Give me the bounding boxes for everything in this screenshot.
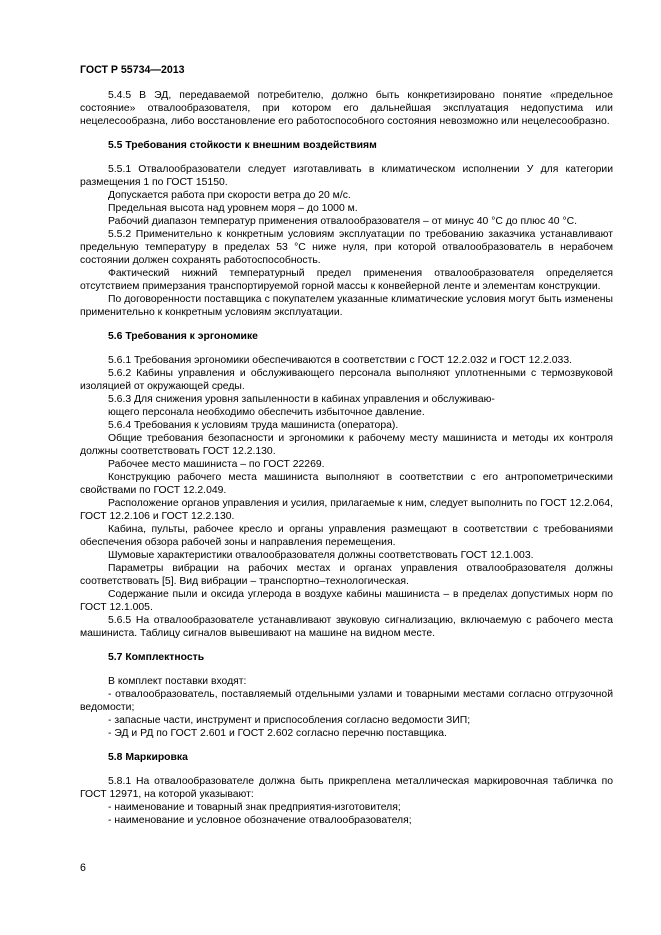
paragraph-5-6-1: 5.6.1 Требования эргономики обеспечиваются в соответствии с ГОСТ 12.2.032 и ГОСТ 12.2.033. xyxy=(108,355,572,366)
section-heading-5-5: 5.5 Требования стойкости к внешним воздействиям xyxy=(108,140,377,151)
list-item-kit-1: - отвалообразователь, поставляемый отдельными узлами и товарными местами согласно отгрузочной ведомости; xyxy=(80,689,613,713)
paragraph-5-6-2: 5.6.2 Кабины управления и обслуживающего персонала выполняют уплотненными с термозвуковой изоляцией от окружающей среды. xyxy=(80,368,613,392)
paragraph-5-5-2: 5.5.2 Применительно к конкретным условиям эксплуатации по требованию заказчика устанавливают предельную температуру в пределах 53 °С ниже нуля, при которой отвалообразователь в нерабочем состоянии должен сохранять работоспособность. xyxy=(80,229,613,266)
document-body xyxy=(80,89,613,827)
paragraph-noise: Шумовые характеристики отвалообразователя должны соответствовать ГОСТ 12.1.003. xyxy=(108,550,534,561)
paragraph-cabin: Кабина, пульты, рабочее кресло и органы управления размещают в соответствии с требованиями обеспечения обзора рабочей зоны и направления перемещения. xyxy=(80,524,613,548)
paragraph-5-6-3-line2: ющего персонала необходимо обеспечить избыточное давление. xyxy=(108,407,425,418)
paragraph-temperature-range: Рабочий диапазон температур применения отвалообразователя – от минус 40 °С до плюс 40 °С. xyxy=(108,216,578,227)
paragraph-5-6-5: 5.6.5 На отвалообразователе устанавливают звуковую сигнализацию, включаемую с рабочего места машиниста. Таблицу сигналов вывешивают на машине на видном месте. xyxy=(80,615,613,639)
paragraph-dust: Содержание пыли и оксида углерода в воздухе кабины машиниста – в пределах допустимых норм по ГОСТ 12.1.005. xyxy=(80,589,613,613)
section-heading-5-8: 5.8 Маркировка xyxy=(108,752,188,763)
paragraph-controls-layout: Расположение органов управления и усилия, прилагаемые к ним, следует выполнить по ГОСТ 12.2.064, ГОСТ 12.2.106 и ГОСТ 12.2.130. xyxy=(80,498,613,522)
paragraph-5-5-1: 5.5.1 Отвалообразователи следует изготавливать в климатическом исполнении У для категории размещения 1 по ГОСТ 15150. xyxy=(80,164,613,188)
list-item-kit-2: - запасные части, инструмент и приспособления согласно ведомости ЗИП; xyxy=(108,715,471,726)
list-item-mark-2: - наименование и условное обозначение отвалообразователя; xyxy=(108,815,412,826)
section-heading-5-7: 5.7 Комплектность xyxy=(108,652,205,663)
paragraph-general-requirements: Общие требования безопасности и эргономики к рабочему месту машиниста и методы их контроля должны соответствовать ГОСТ 12.2.130. xyxy=(80,433,613,457)
list-item-mark-1: - наименование и товарный знак предприятия-изготовителя; xyxy=(108,802,401,813)
paragraph-5-4-5: 5.4.5 В ЭД, передаваемой потребителю, должно быть конкретизировано понятие «предельное состояние» отвалообразователя, при котором его дальнейшая эксплуатация недопустима или нецелесообразна, либо восстановление его работоспособного состояния невозможно или нецелесообразно. xyxy=(80,90,613,127)
paragraph-vibration: Параметры вибрации на рабочих местах и органах управления отвалообразователя должны соответствовать [5]. Вид вибрации – транспортно–технологическая. xyxy=(80,563,613,587)
paragraph-workplace: Рабочее место машиниста – по ГОСТ 22269. xyxy=(108,459,325,470)
list-item-kit-3: - ЭД и РД по ГОСТ 2.601 и ГОСТ 2.602 согласно перечню поставщика. xyxy=(108,728,447,739)
paragraph-wind-speed: Допускается работа при скорости ветра до 20 м/с. xyxy=(108,190,351,201)
section-heading-5-6: 5.6 Требования к эргономике xyxy=(108,331,258,342)
paragraph-lower-limit: Фактический нижний температурный предел применения отвалообразователя определяется отсутствием примерзания транспортируемой горной массы к конвейерной ленте и элементам конструкции. xyxy=(80,268,613,292)
paragraph-altitude: Предельная высота над уровнем моря – до 1000 м. xyxy=(108,203,358,214)
paragraph-5-8-1: 5.8.1 На отвалообразователе должна быть прикреплена металлическая маркировочная табличка по ГОСТ 12971, на которой указывают: xyxy=(80,776,613,800)
page-number: 6 xyxy=(80,862,86,874)
paragraph-agreement: По договоренности поставщика с покупателем указанные климатические условия могут быть изменены применительно к конкретным условиям эксплуатации. xyxy=(80,294,613,318)
paragraph-kit-intro: В комплект поставки входят: xyxy=(108,676,247,687)
paragraph-5-6-4: 5.6.4 Требования к условиям труда машиниста (оператора). xyxy=(108,420,399,431)
paragraph-workplace-design: Конструкцию рабочего места машиниста выполняют в соответствии с его антропометрическими свойствами по ГОСТ 12.2.049. xyxy=(80,472,613,496)
paragraph-5-6-3-line1: 5.6.3 Для снижения уровня запыленности в кабинах управления и обслуживаю- xyxy=(108,394,495,405)
document-header: ГОСТ Р 55734—2013 xyxy=(80,64,185,76)
